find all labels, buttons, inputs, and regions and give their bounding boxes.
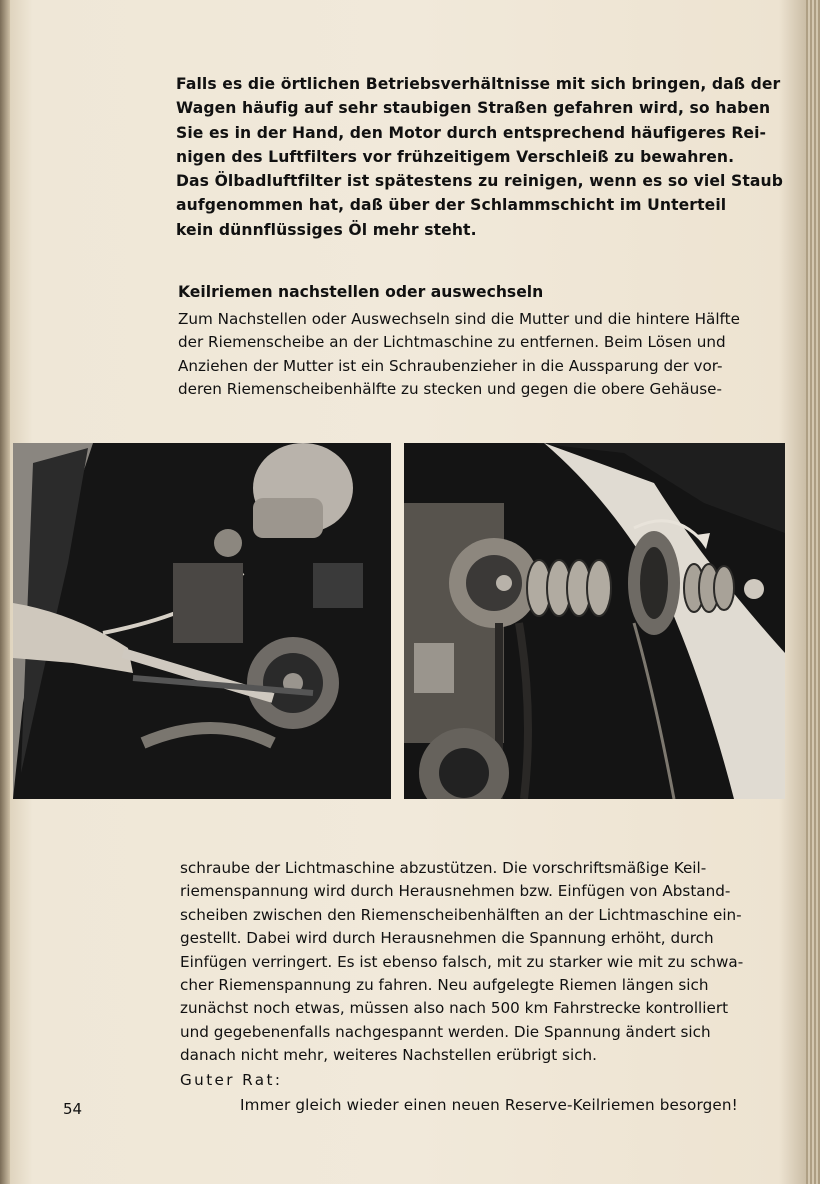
text-line: und gegebenenfalls nachgespannt werden. Die Spannung ändert sich (180, 1022, 711, 1041)
text-line: der Riemenscheibe an der Lichtmaschine zu entfernen. Beim Lösen und (178, 333, 726, 352)
text-line: Wagen häufig auf sehr staubigen Straßen gefahren wird, so haben (176, 99, 771, 118)
text-line: danach nicht mehr, weiteres Nachstellen erübrigt sich. (180, 1046, 597, 1065)
text-line: Sie es in der Hand, den Motor durch entsprechend häufigeres Rei- (176, 123, 767, 142)
text-line: Anziehen der Mutter ist ein Schraubenzieher in die Aussparung der vor- (178, 356, 723, 375)
page-edges (806, 0, 820, 1184)
book-spine (0, 0, 10, 1184)
text-line: schraube der Lichtmaschine abzustützen. Die vorschriftsmäßige Keil- (180, 859, 707, 877)
text-line: riemenspannung wird durch Herausnehmen bzw. Einfügen von Abstand- (180, 882, 731, 901)
engine-photo-right (404, 443, 785, 799)
text-line: deren Riemenscheibenhälfte zu stecken und gegen die obere Gehäuse- (178, 380, 722, 399)
tip-text: Immer gleich wieder einen neuen Reserve-Keilriemen besorgen! (240, 1096, 738, 1114)
intro-paragraph-2 (176, 169, 786, 242)
paragraph-before-photos (178, 308, 785, 402)
text-line: Zum Nachstellen oder Auswechseln sind die Mutter und die hintere Hälfte (178, 310, 740, 328)
text-line: gestellt. Dabei wird durch Herausnehmen die Spannung erhöht, durch (180, 929, 714, 948)
paragraph-after-photos (180, 857, 788, 1068)
text-line: nigen des Luftfilters vor frühzeitigem Verschleiß zu bewahren. (176, 148, 735, 167)
text-line: Das Ölbadluftfilter ist spätestens zu reinigen, wenn es so viel Staub (176, 172, 783, 190)
text-line: kein dünnflüssiges Öl mehr steht. (176, 220, 477, 239)
text-line: Falls es die örtlichen Betriebsverhältnisse mit sich bringen, daß der (176, 75, 781, 93)
intro-paragraph-1 (176, 72, 786, 170)
tip-label: Guter Rat: (180, 1071, 283, 1089)
text-line: Einfügen verringert. Es ist ebenso falsch, mit zu starker wie mit zu schwa- (180, 952, 744, 971)
section-heading: Keilriemen nachstellen oder auswechseln (178, 283, 544, 301)
engine-photo-left (13, 443, 391, 799)
text-line: aufgenommen hat, daß über der Schlammschicht im Unterteil (176, 196, 727, 215)
pulley-illustration-right (404, 443, 785, 799)
text-line: zunächst noch etwas, müssen also nach 500 km Fahrstrecke kontrolliert (180, 999, 729, 1018)
text-line: cher Riemenspannung zu fahren. Neu aufgelegte Riemen längen sich (180, 976, 709, 995)
text-line: scheiben zwischen den Riemenscheibenhälften an der Lichtmaschine ein- (180, 905, 742, 924)
engine-illustration-left (13, 443, 391, 799)
page-number: 54 (63, 1100, 83, 1118)
